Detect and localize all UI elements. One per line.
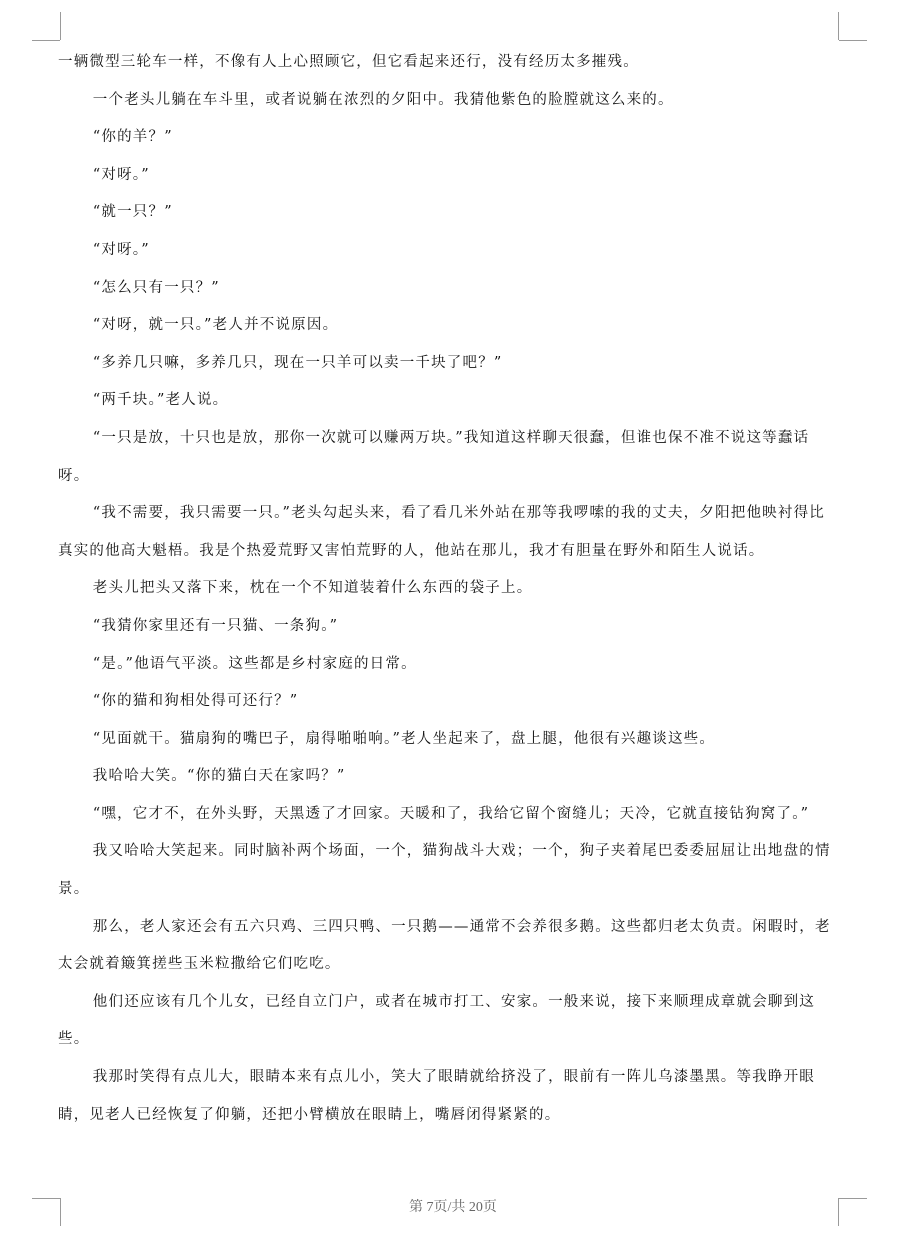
paragraph-4: “对呀。” [92, 166, 150, 183]
paragraph-6: “对呀。” [92, 241, 150, 258]
paragraph-18: 我哈哈大笑。“你的猫白天在家吗？” [92, 768, 346, 785]
paragraph-12: “我不需要，我只需要一只。”老头勾起头来，看了看几米外站在那等我啰嗦的我的丈夫，夕阳把他映衬得比真实的他高大魁梧。我是个热爱荒野又害怕荒野的人，他站在那儿，我才有胆量在野外和陌生人说话。 [58, 505, 825, 559]
page-number-footer: 第 7页/共 20页 [409, 1200, 497, 1215]
paragraph-5: “就一只？” [92, 204, 173, 221]
paragraph-15: “是。”他语气平淡。这些都是乡村家庭的日常。 [92, 655, 417, 672]
document-body [58, 44, 836, 1134]
paragraph-22: 他们还应该有几个儿女，已经自立门户，或者在城市打工、安家。一般来说，接下来顺理成章就会聊到这些。 [58, 993, 815, 1048]
paragraph-3: “你的羊？” [92, 129, 173, 146]
paragraph-7: “怎么只有一只？” [92, 279, 220, 296]
paragraph-17: “见面就干。猫扇狗的嘴巴子，扇得啪啪响。”老人坐起来了，盘上腿，他很有兴趣谈这些。 [92, 730, 716, 747]
paragraph-10: “两千块。”老人说。 [92, 392, 229, 409]
paragraph-13: 老头儿把头又落下来，枕在一个不知道装着什么东西的袋子上。 [92, 580, 533, 597]
paragraph-1: 一辆微型三轮车一样，不像有人上心照顾它，但它看起来还行，没有经历太多摧残。 [58, 54, 639, 70]
paragraph-14: “我猜你家里还有一只猫、一条狗。” [92, 617, 339, 634]
crop-mark-top-right-v [838, 12, 839, 40]
paragraph-11: “一只是放，十只也是放，那你一次就可以赚两万块。”我知道这样聊天很蠢，但谁也保不准不说这等蠢话呀。 [58, 429, 810, 484]
crop-mark-top-left-v [60, 12, 61, 40]
paragraph-21: 那么，老人家还会有五六只鸡、三四只鸭、一只鹅——通常不会养很多鹅。这些都归老太负责。闲暇时，老太会就着簸箕搓些玉米粒撒给它们吃吃。 [58, 918, 831, 973]
paragraph-23: 我那时笑得有点儿大，眼睛本来有点儿小，笑大了眼睛就给挤没了，眼前有一阵儿乌漆墨黑。等我睁开眼睛，见老人已经恢复了仰躺，还把小臂横放在眼睛上，嘴唇闭得紧紧的。 [58, 1069, 815, 1123]
paragraph-2: 一个老头儿躺在车斗里，或者说躺在浓烈的夕阳中。我猜他紫色的脸膛就这么来的。 [92, 91, 674, 108]
paragraph-20: 我又哈哈大笑起来。同时脑补两个场面，一个，猫狗战斗大戏；一个，狗子夹着尾巴委委屈屈让出地盘的情景。 [58, 843, 831, 898]
crop-mark-top-left-h [32, 40, 60, 41]
paragraph-19: “嘿，它才不，在外头野，天黑透了才回家。天暖和了，我给它留个窗缝儿；天冷，它就直接钻狗窝了。” [92, 805, 810, 822]
paragraph-8: “对呀，就一只。”老人并不说原因。 [92, 317, 339, 334]
crop-mark-top-right-h [839, 40, 867, 41]
paragraph-16: “你的猫和狗相处得可还行？” [92, 693, 299, 710]
paragraph-9: “多养几只嘛，多养几只，现在一只羊可以卖一千块了吧？” [92, 354, 503, 371]
